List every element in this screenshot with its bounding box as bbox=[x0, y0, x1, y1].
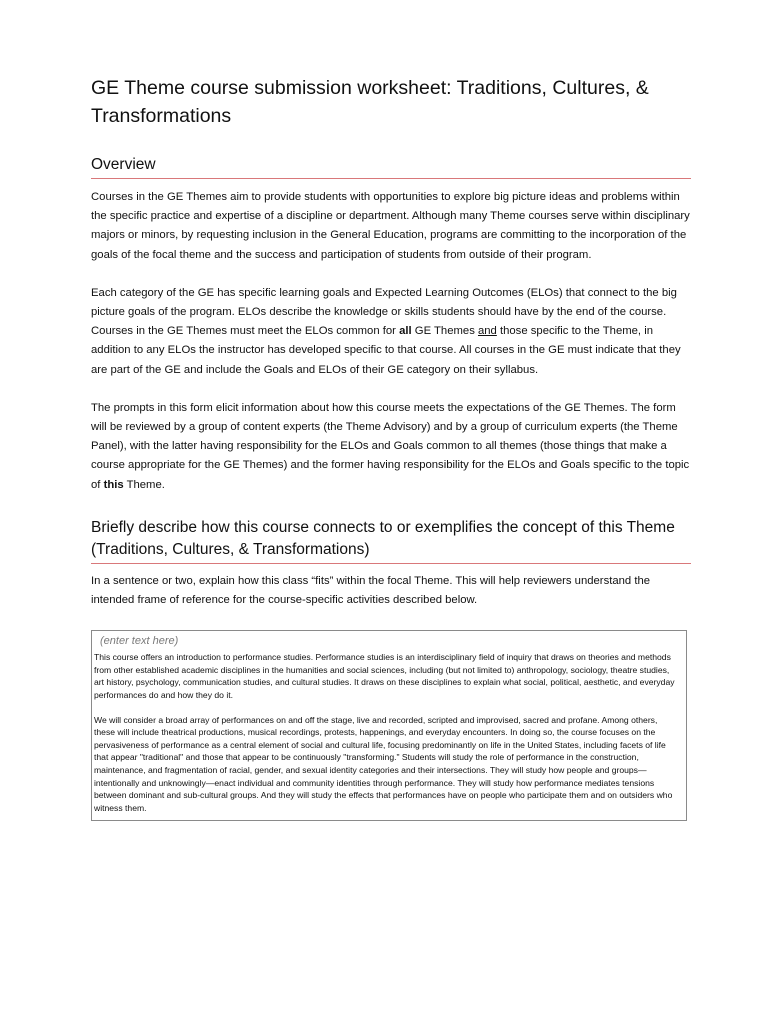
connect-heading: Briefly describe how this course connects to or exemplifies the concept of this Theme (Traditions, Cultures, & Transformations) bbox=[91, 517, 691, 564]
overview-paragraph-2 bbox=[91, 284, 691, 380]
overview-p2-bold-all: all bbox=[399, 325, 412, 338]
worksheet-page bbox=[91, 74, 691, 821]
overview-paragraph-1: Courses in the GE Themes aim to provide students with opportunities to explore big picture ideas and problems within the specific practice and expertise of a discipline or department. Although many Theme courses serve within disciplinary majors or minors, by requesting inclusion in the General Education, programs are committing to the incorporation of the goals of the focal theme and the success and participation of students from outside of their program. bbox=[91, 191, 690, 261]
overview-p3-bold-this: this bbox=[103, 478, 124, 491]
overview-p2-text-c: those specific to the Theme, in addition to any ELOs the instructor has developed specific to that course. All courses in the GE must indicate that they are part of the GE and include the Goals and ELOs of their GE category on their syllabus. bbox=[91, 325, 681, 376]
page-title: GE Theme course submission worksheet: Traditions, Cultures, & Transformations bbox=[91, 77, 649, 127]
answer-placeholder: (enter text here) bbox=[100, 635, 179, 648]
overview-p3-text-a: The prompts in this form elicit information about how this course meets the expectations of the GE Themes. The form will be reviewed by a group of content experts (the Theme Advisory) and by a group of curriculum experts (the Theme Panel), with the latter having responsibility for the ELOs and Goals common to all themes (those things that make a course appropriate for the GE Themes) and the former having responsibility for the ELOs and Goals specific to the topic of bbox=[91, 401, 690, 491]
connect-prompt: In a sentence or two, explain how this class “fits” within the focal Theme. This will help reviewers understand the intended frame of reference for the course-specific activities described below. bbox=[91, 574, 651, 607]
overview-p2-text-b: GE Themes bbox=[411, 325, 478, 338]
answer-text-field[interactable] bbox=[91, 630, 687, 821]
answer-paragraph-2: We will consider a broad array of performances on and off the stage, live and recorded, scripted and improvised, sacred and profane. Among others, these will include theatrical productions, musical recordings, protests, happenings, and everyday encounters. In doing so, the course focuses on the pervasiveness of performance as a central element of social and cultural life, focusing predominantly on life in the United States, including facets of life that appear "traditional" and those that appear to be continuously "transforming." Students will study the role of performance in the construction, maintenance, and fragmentation of racial, gender, and sexual identity categories and their intersections. They will study how people and groups—intentionally and unknowingly—enact individual and community identities through performance. They will study how performance mediates tensions between dominant and sub-cultural groups. And they will study the effects that performances have on people who participate them and on outsiders who witness them. bbox=[94, 714, 673, 813]
overview-heading: Overview bbox=[91, 156, 691, 179]
overview-p3-text-b: Theme. bbox=[123, 478, 165, 491]
answer-paragraph-1: This course offers an introduction to performance studies. Performance studies is an interdisciplinary field of inquiry that draws on theories and methods from other established academic disciplines in the humanities and social sciences, including (but not limited to) anthropology, sociology, theatre studies, art history, psychology, communication studies, and cultural studies. It draws on these disciplines to explain what social, political, aesthetic, and everyday performances do and how they do it. bbox=[94, 652, 675, 701]
overview-p2-underline-and: and bbox=[477, 325, 497, 338]
overview-p2-text-a: Each category of the GE has specific learning goals and Expected Learning Outcomes (ELOs) that connect to the big picture goals of the program. ELOs describe the knowledge or skills students should have by the end of the course. Courses in the GE Themes must meet the ELOs common for bbox=[91, 286, 677, 338]
overview-paragraph-3 bbox=[91, 399, 691, 495]
